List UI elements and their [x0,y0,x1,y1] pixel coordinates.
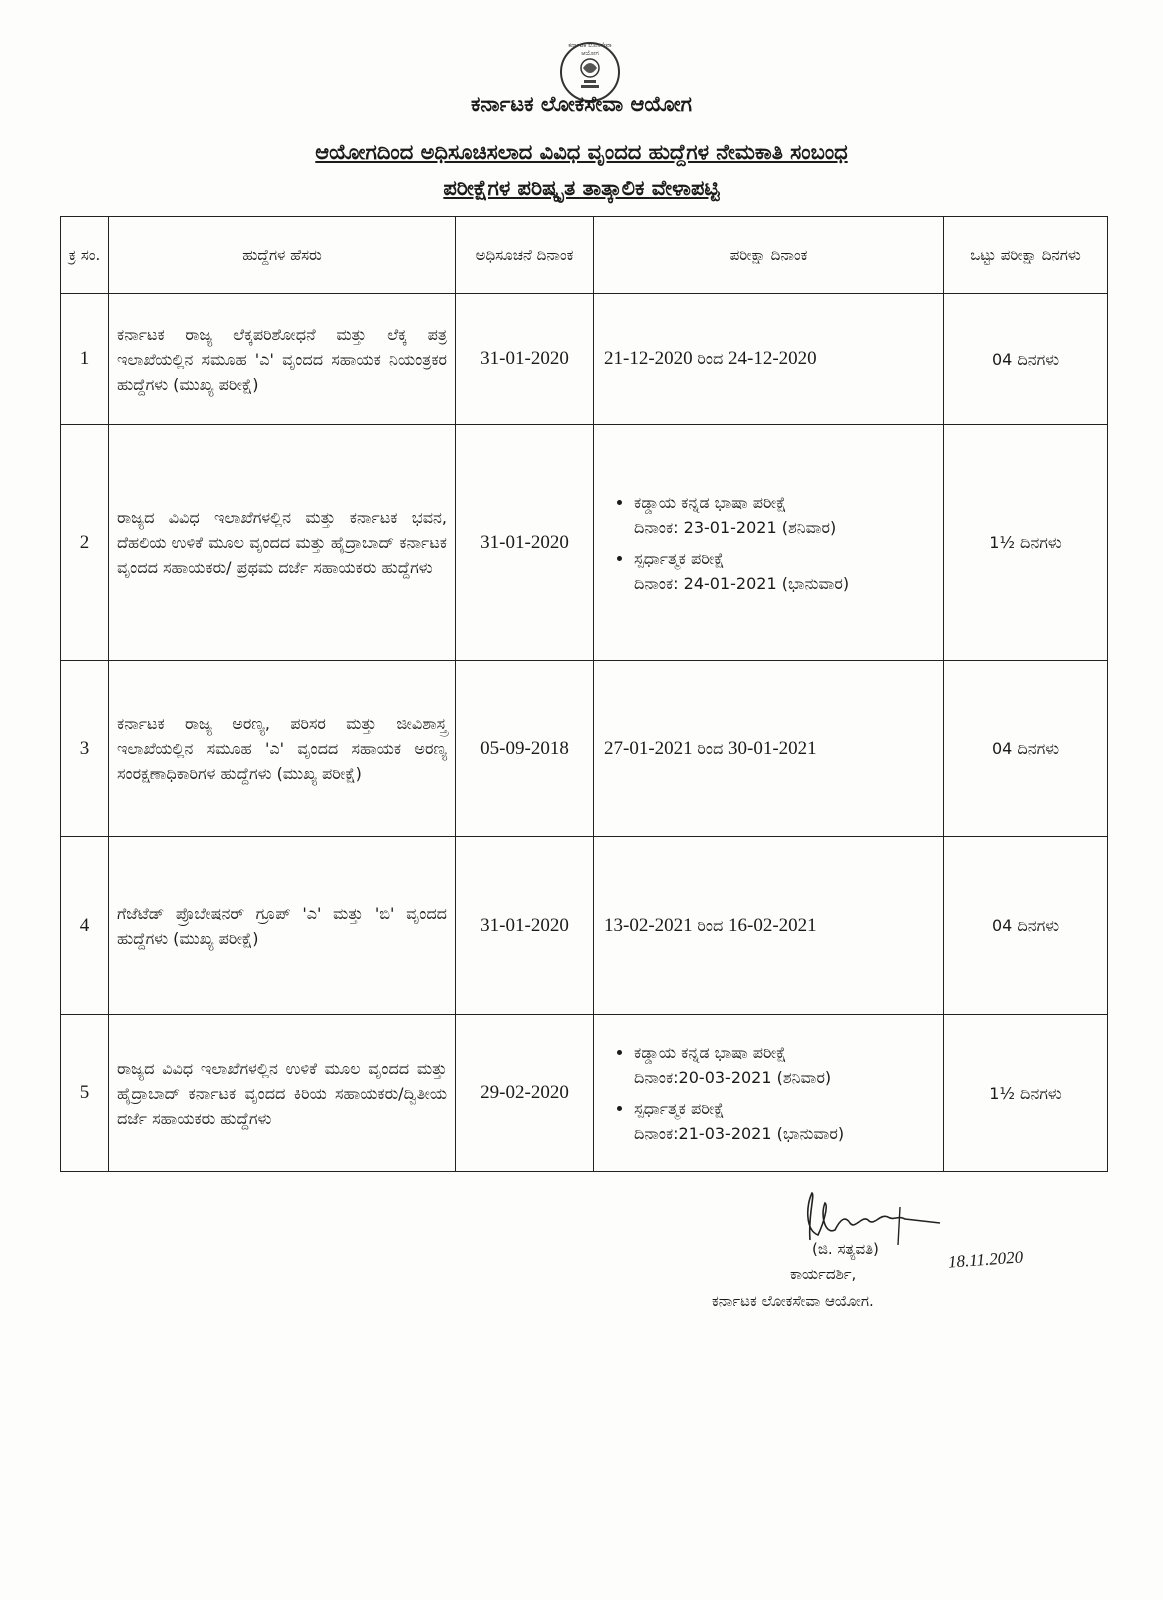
row-sl: 2 [61,425,109,661]
exam-to: 16-02-2021 [728,914,817,936]
emblem-icon [574,54,606,90]
exam-from: 13-02-2021 [604,914,693,936]
row-sl: 3 [61,661,109,837]
row-post: ಕರ್ನಾಟಕ ರಾಜ್ಯ ಲೆಕ್ಕಪರಿಶೋಧನೆ ಮತ್ತು ಲೆಕ್ಕ ಪತ್ರ ಇಲಾಖೆಯಲ್ಲಿನ ಸಮೂಹ 'ಎ' ವೃಂದದ ಸಹಾಯಕ ನಿಯಂತ್ರಕರ ಹುದ್ದೆಗಳು (ಮುಖ್ಯ ಪರೀಕ್ಷೆ) [109,294,456,425]
row-exam-date [594,425,944,661]
row-days: 04 ದಿನಗಳು [944,294,1108,425]
row-exam-date [594,1015,944,1172]
row-notif-date: 29-02-2020 [456,1015,594,1172]
row-post: ರಾಜ್ಯದ ವಿವಿಧ ಇಲಾಖೆಗಳಲ್ಲಿನ ಮತ್ತು ಕರ್ನಾಟಕ ಭವನ, ದೆಹಲಿಯ ಉಳಿಕೆ ಮೂಲ ವೃಂದದ ಮತ್ತು ಹೈದ್ರಾಬಾದ್ ಕರ್ನಾಟಕ ವೃಂದದ ಸಹಾಯಕರು/ ಪ್ರಥಮ ದರ್ಜೆ ಸಹಾಯಕರು ಹುದ್ದೆಗಳು [109,425,456,661]
org-title: ಕರ್ನಾಟಕ ಲೋಕಸೇವಾ ಆಯೋಗ [470,92,692,116]
header-notification-date: ಅಧಿಸೂಚನೆ ದಿನಾಂಕ [456,217,594,294]
row-sl: 1 [61,294,109,425]
row-sl: 4 [61,837,109,1015]
exam-items-list [604,1040,933,1146]
header-sl-no: ಕ್ರ ಸಂ. [61,217,109,294]
row-post: ಗೆಜೆಟೆಡ್ ಪ್ರೊಬೇಷನರ್ ಗ್ರೂಪ್ 'ಎ' ಮತ್ತು 'ಬಿ' ವೃಂದದ ಹುದ್ದೆಗಳು (ಮುಖ್ಯ ಪರೀಕ್ಷೆ) [109,837,456,1015]
exam-to: 24-12-2020 [728,348,817,369]
exam-to-word: ರಿಂದ [697,349,724,368]
header-post-name: ಹುದ್ದೆಗಳ ಹೆಸರು [109,217,456,294]
row-notif-date: 31-01-2020 [456,425,594,661]
exam-from: 27-01-2021 [604,737,693,759]
row-exam-date [594,837,944,1015]
exam-item-date: ದಿನಾಂಕ: 23-01-2021 (ಶನಿವಾರ) [634,517,837,537]
exam-to-word: ರಿಂದ [697,915,724,935]
exam-item-date: ದಿನಾಂಕ:20-03-2021 (ಶನಿವಾರ) [634,1068,832,1087]
header-exam-date: ಪರೀಕ್ಷಾ ದಿನಾಂಕ [594,217,944,294]
exam-from: 21-12-2020 [604,348,693,369]
row-notif-date: 31-01-2020 [456,837,594,1015]
exam-item-date: ದಿನಾಂಕ: 24-01-2021 (ಭಾನುವಾರ) [634,573,850,593]
exam-item-date: ದಿನಾಂಕ:21-03-2021 (ಭಾನುವಾರ) [634,1124,845,1143]
exam-to: 30-01-2021 [728,737,817,759]
table-row [61,294,1108,425]
exam-item [634,490,933,540]
exam-item-label: • ಸ್ಪರ್ಧಾತ್ಮಕ ಪರೀಕ್ಷೆ [634,548,725,568]
exam-item-label: • ಕಡ್ಡಾಯ ಕನ್ನಡ ಭಾಷಾ ಪರೀಕ್ಷೆ [634,1043,787,1062]
doc-title-line2: ಪರೀಕ್ಷೆಗಳ ಪರಿಷ್ಕೃತ ತಾತ್ಕಾಲಿಕ ವೇಳಾಪಟ್ಟಿ [443,176,720,200]
row-post: ಕರ್ನಾಟಕ ರಾಜ್ಯ ಅರಣ್ಯ, ಪರಿಸರ ಮತ್ತು ಜೀವಿಶಾಸ್ತ್ರ ಇಲಾಖೆಯಲ್ಲಿನ ಸಮೂಹ 'ಎ' ವೃಂದದ ಸಹಾಯಕ ಅರಣ್ಯ ಸಂರಕ್ಷಣಾಧಿಕಾರಿಗಳ ಹುದ್ದೆಗಳು (ಮುಖ್ಯ ಪರೀಕ್ಷೆ) [109,661,456,837]
exam-to-word: ರಿಂದ [697,738,724,758]
row-exam-date [594,661,944,837]
row-sl: 5 [61,1015,109,1172]
row-days: 04 ದಿನಗಳು [944,661,1108,837]
header-total-days: ಒಟ್ಟು ಪರೀಕ್ಷಾ ದಿನಗಳು [944,217,1108,294]
signatory-org: ಕರ್ನಾಟಕ ಲೋಕಸೇವಾ ಆಯೋಗ. [712,1292,874,1310]
row-exam-date [594,294,944,425]
exam-item-label: • ಕಡ್ಡಾಯ ಕನ್ನಡ ಭಾಷಾ ಪರೀಕ್ಷೆ [634,492,787,512]
row-notif-date: 05-09-2018 [456,661,594,837]
exam-item [634,1040,933,1090]
exam-item [634,1096,933,1146]
row-notif-date: 31-01-2020 [456,294,594,425]
exam-item [634,546,933,596]
signature-date: 18.11.2020 [947,1247,1024,1272]
row-days: 1½ ದಿನಗಳು [944,1015,1108,1172]
table-header-row [61,217,1108,294]
row-post: ರಾಜ್ಯದ ವಿವಿಧ ಇಲಾಖೆಗಳಲ್ಲಿನ ಉಳಿಕೆ ಮೂಲ ವೃಂದದ ಮತ್ತು ಹೈದ್ರಾಬಾದ್ ಕರ್ನಾಟಕ ವೃಂದದ ಕಿರಿಯ ಸಹಾಯಕರು/ದ್ವಿತೀಯ ದರ್ಜೆ ಸಹಾಯಕರು ಹುದ್ದೆಗಳು [109,1015,456,1172]
exam-items-list [604,490,933,596]
table-row [61,425,1108,661]
exam-item-label: • ಸ್ಪರ್ಧಾತ್ಮಕ ಪರೀಕ್ಷೆ [634,1099,725,1118]
row-days: 04 ದಿನಗಳು [944,837,1108,1015]
signatory-designation: ಕಾರ್ಯದರ್ಶಿ, [790,1265,857,1283]
emblem-text: ಕರ್ನಾಟಕ ಲೋಕಸೇವಾ ಆಯೋಗ [568,42,612,57]
row-days: 1½ ದಿನಗಳು [944,425,1108,661]
table-row [61,661,1108,837]
table-row [61,1015,1108,1172]
doc-title-line1: ಆಯೋಗದಿಂದ ಅಧಿಸೂಚಿಸಲಾದ ವಿವಿಧ ವೃಂದದ ಹುದ್ದೆಗಳ ನೇಮಕಾತಿ ಸಂಬಂಧ [315,140,848,164]
exam-schedule-table [60,216,1108,1172]
table-row [61,837,1108,1015]
signatory-name: (ಜಿ. ಸತ್ಯವತಿ) [812,1240,879,1258]
